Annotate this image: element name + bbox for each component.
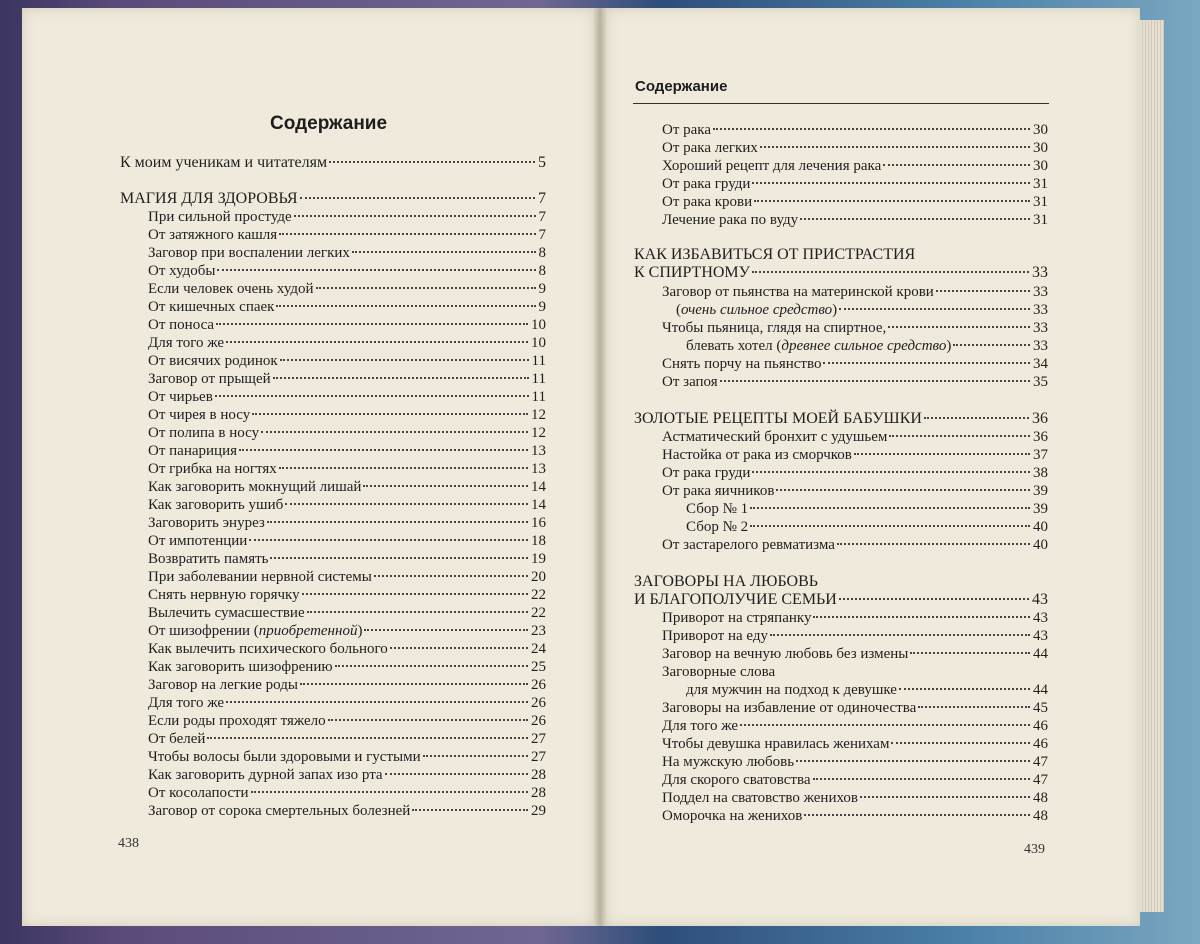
dot-leader <box>910 652 1030 654</box>
toc-entry <box>662 139 1048 157</box>
toc-entry-page: 31 <box>1033 176 1048 192</box>
toc-entry-title: Заговор от прыщей <box>148 371 271 387</box>
toc-entry <box>662 609 1048 627</box>
toc-entry <box>662 807 1048 825</box>
toc-entry <box>634 591 1048 609</box>
toc-entry-page: 13 <box>531 461 546 477</box>
toc-entry-page: 43 <box>1033 628 1048 644</box>
toc-entry <box>662 283 1048 301</box>
toc-entry-page: 48 <box>1033 790 1048 806</box>
toc-entry-title: Заговорить энурез <box>148 515 265 531</box>
toc-entry-title: От чирея в носу <box>148 407 251 423</box>
toc-entry-page: 48 <box>1033 808 1048 824</box>
toc-entry-title: Заговор от пьянства на материнской крови <box>662 284 934 300</box>
toc-entry <box>120 190 546 208</box>
dot-leader <box>796 760 1030 762</box>
toc-entry-title: От затяжного кашля <box>148 227 278 243</box>
toc-entry-page: 44 <box>1033 646 1048 662</box>
toc-entry <box>148 766 546 784</box>
toc-entry-page: 43 <box>1032 591 1048 608</box>
dot-leader <box>823 362 1030 364</box>
dot-leader <box>713 128 1030 130</box>
toc-entry-title: Как заговорить дурной запах изо рта <box>148 767 383 783</box>
toc-entry-page: 11 <box>531 371 546 387</box>
toc-entry <box>148 604 546 622</box>
toc-entry <box>662 121 1048 139</box>
toc-entry-page: 47 <box>1033 772 1048 788</box>
toc-entry <box>676 301 1048 319</box>
dot-leader <box>364 629 528 631</box>
toc-entry-page: 36 <box>1032 410 1048 427</box>
toc-entry <box>148 460 546 478</box>
dot-leader <box>412 809 528 811</box>
toc-entry <box>662 428 1048 446</box>
toc-entry <box>148 802 546 820</box>
toc-entry-page: 9 <box>538 299 546 315</box>
toc-entry-page: 47 <box>1033 754 1048 770</box>
dot-leader <box>423 755 528 757</box>
toc-entry-page: 26 <box>531 695 546 711</box>
toc-entry <box>148 640 546 658</box>
toc-entry-title: Приворот на стряпанку <box>662 610 812 626</box>
toc-entry <box>686 337 1048 355</box>
toc-entry <box>634 573 1048 591</box>
toc-entry-title: Как вылечить психического больного <box>148 641 388 657</box>
toc-entry-page: 33 <box>1033 284 1048 300</box>
toc-entry-title: От чирьев <box>148 389 213 405</box>
toc-entry-title: Чтобы девушка нравилась женихам <box>662 736 890 752</box>
toc-entry-title: От рака яичников <box>662 483 775 499</box>
toc-entry-page: 7 <box>538 227 546 243</box>
toc-entry-page: 27 <box>531 749 546 765</box>
header-rule <box>633 103 1049 104</box>
toc-entry-title: Чтобы пьяница, глядя на спиртное, <box>662 320 887 336</box>
toc-entry <box>634 246 1048 264</box>
dot-leader <box>280 359 529 361</box>
dot-leader <box>279 467 528 469</box>
dot-leader <box>390 647 528 649</box>
toc-entry-title: Заговоры на избавление от одиночества <box>662 700 917 716</box>
toc-entry <box>148 784 546 802</box>
toc-entry-page: 9 <box>538 281 546 297</box>
toc-entry <box>148 244 546 262</box>
toc-entry <box>662 536 1048 554</box>
toc-entry-title: Заговор при воспалении легких <box>148 245 350 261</box>
toc-entry-page: 23 <box>531 623 546 639</box>
dot-leader <box>328 719 528 721</box>
running-head: Содержание <box>635 78 728 95</box>
toc-entry <box>662 355 1048 373</box>
toc-entry-title: Как заговорить ушиб <box>148 497 284 513</box>
dot-leader <box>217 269 535 271</box>
toc-entry-title: Как заговорить мокнущий лишай <box>148 479 362 495</box>
toc-entry <box>148 406 546 424</box>
dot-leader <box>891 742 1030 744</box>
toc-entry-page: 10 <box>531 317 546 333</box>
toc-entry-title: Оморочка на женихов <box>662 808 803 824</box>
toc-entry-title: От рака груди <box>662 176 751 192</box>
dot-leader <box>752 471 1030 473</box>
toc-entry-title: От полипа в носу <box>148 425 260 441</box>
toc-entry-title: Сбор № 2 <box>686 519 749 535</box>
dot-leader <box>813 616 1030 618</box>
toc-entry-title: блевать хотел (древнее сильное средство) <box>686 338 952 354</box>
dot-leader <box>285 503 528 505</box>
dot-leader <box>363 485 528 487</box>
page-edges <box>1140 20 1164 912</box>
dot-leader <box>760 146 1030 148</box>
toc-entry-page: 11 <box>531 389 546 405</box>
toc-entry-title: От грибка на ногтях <box>148 461 277 477</box>
toc-entry-title: К СПИРТНОМУ <box>634 264 750 281</box>
toc-entry-title: Как заговорить шизофрению <box>148 659 333 675</box>
dot-leader <box>329 161 535 163</box>
toc-entry-page: 30 <box>1033 122 1048 138</box>
toc-entry-page: 44 <box>1033 682 1048 698</box>
toc-entry-page: 40 <box>1033 519 1048 535</box>
toc-entry-title: От рака груди <box>662 465 751 481</box>
dot-leader <box>270 557 528 559</box>
right-page-number: 439 <box>1024 842 1045 857</box>
dot-leader <box>888 326 1030 328</box>
toc-entry <box>686 500 1048 518</box>
toc-entry-title: Для того же <box>148 695 225 711</box>
toc-entry <box>634 264 1048 282</box>
toc-title: Содержание <box>270 113 388 134</box>
dot-leader <box>813 778 1031 780</box>
toc-entry-title: От застарелого ревматизма <box>662 537 835 553</box>
toc-entry <box>662 627 1048 645</box>
toc-entry-page: 45 <box>1033 700 1048 716</box>
toc-entry-title: Настойка от рака из сморчков <box>662 447 852 463</box>
dot-leader <box>316 287 536 289</box>
toc-entry <box>148 586 546 604</box>
toc-entry-page: 27 <box>531 731 546 747</box>
toc-entry-page: 39 <box>1033 501 1048 517</box>
dot-leader <box>854 453 1030 455</box>
toc-entry <box>662 482 1048 500</box>
toc-entry-page: 20 <box>531 569 546 585</box>
dot-leader <box>883 164 1030 166</box>
dot-leader <box>889 435 1030 437</box>
toc-entry-title: ЗОЛОТЫЕ РЕЦЕПТЫ МОЕЙ БАБУШКИ <box>634 410 922 427</box>
toc-entry-page: 22 <box>531 587 546 603</box>
toc-entry-page: 30 <box>1033 140 1048 156</box>
toc-entry <box>148 730 546 748</box>
toc-entry-page: 8 <box>538 245 546 261</box>
toc-entry-page: 26 <box>531 677 546 693</box>
toc-entry-title: Для того же <box>662 718 739 734</box>
dot-leader <box>752 182 1030 184</box>
toc-entry <box>662 193 1048 211</box>
toc-entry <box>634 410 1048 428</box>
toc-entry-page: 8 <box>538 263 546 279</box>
toc-entry-title: Снять порчу на пьянство <box>662 356 822 372</box>
dot-leader <box>720 380 1030 382</box>
dot-leader <box>261 431 528 433</box>
toc-entry-title: От рака крови <box>662 194 753 210</box>
toc-entry <box>148 712 546 730</box>
toc-entry-title: КАК ИЗБАВИТЬСЯ ОТ ПРИСТРАСТИЯ <box>634 246 916 263</box>
dot-leader <box>800 218 1030 220</box>
toc-entry <box>148 352 546 370</box>
toc-entry-page: 7 <box>538 190 546 207</box>
dot-leader <box>252 413 528 415</box>
toc-entry <box>148 316 546 334</box>
toc-entry <box>148 532 546 550</box>
toc-entry <box>148 226 546 244</box>
toc-entry <box>662 175 1048 193</box>
toc-entry <box>148 622 546 640</box>
toc-entry-page: 10 <box>531 335 546 351</box>
dot-leader <box>273 377 529 379</box>
book-gutter <box>594 8 606 926</box>
toc-entry <box>148 424 546 442</box>
toc-entry-page: 19 <box>531 551 546 567</box>
dot-leader <box>750 525 1030 527</box>
toc-entry-page: 37 <box>1033 447 1048 463</box>
toc-entry <box>148 370 546 388</box>
toc-entry-title: Если роды проходят тяжело <box>148 713 326 729</box>
toc-entry-page: 31 <box>1033 212 1048 228</box>
toc-entry-page: 24 <box>531 641 546 657</box>
toc-entry <box>148 694 546 712</box>
toc-entry-title: От худобы <box>148 263 216 279</box>
dot-leader <box>352 251 536 253</box>
toc-entry <box>686 518 1048 536</box>
toc-entry-page: 33 <box>1033 302 1048 318</box>
toc-entry <box>120 154 546 172</box>
toc-entry-title: От висячих родинок <box>148 353 278 369</box>
dot-leader <box>750 507 1030 509</box>
toc-entry-page: 7 <box>538 209 546 225</box>
dot-leader <box>267 521 528 523</box>
toc-entry-title: Заговор на легкие роды <box>148 677 298 693</box>
toc-entry-title: И БЛАГОПОЛУЧИЕ СЕМЬИ <box>634 591 837 608</box>
toc-entry-page: 13 <box>531 443 546 459</box>
toc-entry-title: От кишечных спаек <box>148 299 275 315</box>
toc-entry-title: Чтобы волосы были здоровыми и густыми <box>148 749 421 765</box>
toc-entry <box>662 663 1048 681</box>
toc-entry <box>662 157 1048 175</box>
toc-entry-title: Если человек очень худой <box>148 281 314 297</box>
toc-entry-page: 46 <box>1033 736 1048 752</box>
toc-entry-title: для мужчин на подход к девушке <box>686 682 897 698</box>
dot-leader <box>860 796 1030 798</box>
toc-entry-page: 26 <box>531 713 546 729</box>
toc-entry-title: От запоя <box>662 374 718 390</box>
toc-entry <box>662 373 1048 391</box>
dot-leader <box>335 665 528 667</box>
toc-entry <box>662 771 1048 789</box>
toc-entry <box>148 676 546 694</box>
dot-leader <box>239 449 528 451</box>
dot-leader <box>276 305 535 307</box>
toc-entry-page: 43 <box>1033 610 1048 626</box>
toc-entry-page: 39 <box>1033 483 1048 499</box>
toc-entry-title: Поддел на сватовство женихов <box>662 790 858 806</box>
toc-entry <box>662 464 1048 482</box>
toc-entry-title: От рака <box>662 122 712 138</box>
toc-entry-page: 28 <box>531 767 546 783</box>
toc-entry-title: Для того же <box>148 335 225 351</box>
toc-entry-title: ЗАГОВОРЫ НА ЛЮБОВЬ <box>634 573 818 590</box>
toc-entry-title: От поноса <box>148 317 215 333</box>
toc-entry <box>148 442 546 460</box>
toc-entry-page: 36 <box>1033 429 1048 445</box>
toc-entry <box>148 550 546 568</box>
dot-leader <box>302 593 528 595</box>
toc-entry-page: 14 <box>531 479 546 495</box>
toc-entry <box>662 211 1048 229</box>
toc-entry-page: 5 <box>538 154 546 171</box>
toc-entry-page: 18 <box>531 533 546 549</box>
dot-leader <box>776 489 1030 491</box>
toc-entry <box>148 262 546 280</box>
toc-entry-title: Приворот на еду <box>662 628 768 644</box>
toc-entry-page: 29 <box>531 803 546 819</box>
toc-entry <box>148 388 546 406</box>
toc-entry-title: К моим ученикам и читателям <box>120 154 328 171</box>
toc-entry-title: От косолапости <box>148 785 249 801</box>
toc-entry-page: 46 <box>1033 718 1048 734</box>
dot-leader <box>839 598 1029 600</box>
dot-leader <box>226 341 528 343</box>
toc-entry-title: Заговор на вечную любовь без измены <box>662 646 909 662</box>
toc-entry <box>662 699 1048 717</box>
dot-leader <box>216 323 528 325</box>
toc-entry-page: 34 <box>1033 356 1048 372</box>
dot-leader <box>300 197 535 199</box>
toc-entry-title: Лечение рака по вуду <box>662 212 799 228</box>
dot-leader <box>279 233 535 235</box>
toc-entry-title: Заговорные слова <box>662 664 776 680</box>
left-page-number: 438 <box>118 836 139 851</box>
dot-leader <box>839 308 1030 310</box>
dot-leader <box>899 688 1030 690</box>
toc-entry-title: Снять нервную горячку <box>148 587 300 603</box>
toc-entry <box>148 496 546 514</box>
toc-entry <box>148 208 546 226</box>
toc-entry-title: Вылечить сумасшествие <box>148 605 305 621</box>
toc-entry-title: От панариция <box>148 443 237 459</box>
toc-entry-title: От шизофрении (приобретенной) <box>148 623 363 639</box>
toc-entry-title: Заговор от сорока смертельных болезней <box>148 803 411 819</box>
toc-entry <box>148 658 546 676</box>
toc-entry-title: Для скорого сватовства <box>662 772 811 788</box>
toc-entry-page: 33 <box>1033 320 1048 336</box>
dot-leader <box>936 290 1030 292</box>
toc-entry-title: При сильной простуде <box>148 209 292 225</box>
toc-entry-title: От импотенции <box>148 533 248 549</box>
dot-leader <box>837 543 1030 545</box>
dot-leader <box>752 271 1029 273</box>
toc-entry-page: 12 <box>531 407 546 423</box>
dot-leader <box>226 701 528 703</box>
toc-entry-page: 16 <box>531 515 546 531</box>
toc-entry <box>148 748 546 766</box>
dot-leader <box>953 344 1030 346</box>
dot-leader <box>215 395 529 397</box>
toc-entry <box>148 298 546 316</box>
toc-entry-page: 28 <box>531 785 546 801</box>
toc-entry-page: 22 <box>531 605 546 621</box>
dot-leader <box>374 575 528 577</box>
toc-entry <box>662 645 1048 663</box>
toc-entry-page: 31 <box>1033 194 1048 210</box>
toc-entry <box>148 334 546 352</box>
dot-leader <box>740 724 1030 726</box>
toc-entry-page: 12 <box>531 425 546 441</box>
dot-leader <box>300 683 528 685</box>
toc-entry-title: Хороший рецепт для лечения рака <box>662 158 882 174</box>
toc-entry <box>662 735 1048 753</box>
toc-entry-title: Возвратить память <box>148 551 269 567</box>
toc-entry-page: 14 <box>531 497 546 513</box>
toc-entry-page: 38 <box>1033 465 1048 481</box>
dot-leader <box>770 634 1030 636</box>
toc-entry-page: 33 <box>1033 338 1048 354</box>
dot-leader <box>918 706 1030 708</box>
toc-entry-title: При заболевании нервной системы <box>148 569 372 585</box>
toc-entry-page: 30 <box>1033 158 1048 174</box>
toc-entry <box>148 478 546 496</box>
dot-leader <box>251 791 528 793</box>
toc-entry-title: Сбор № 1 <box>686 501 749 517</box>
toc-entry <box>662 446 1048 464</box>
toc-entry-title: МАГИЯ ДЛЯ ЗДОРОВЬЯ <box>120 190 298 207</box>
toc-entry <box>148 280 546 298</box>
dot-leader <box>207 737 528 739</box>
toc-entry-page: 40 <box>1033 537 1048 553</box>
dot-leader <box>294 215 536 217</box>
toc-entry <box>662 717 1048 735</box>
dot-leader <box>385 773 528 775</box>
dot-leader <box>307 611 528 613</box>
toc-entry <box>662 753 1048 771</box>
toc-entry <box>662 789 1048 807</box>
dot-leader <box>249 539 528 541</box>
toc-entry-page: 33 <box>1032 264 1048 281</box>
toc-entry <box>148 568 546 586</box>
toc-entry-page: 11 <box>531 353 546 369</box>
toc-entry-title: (очень сильное средство) <box>676 302 838 318</box>
toc-entry <box>148 514 546 532</box>
dot-leader <box>924 417 1029 419</box>
dot-leader <box>754 200 1030 202</box>
toc-entry-title: От рака легких <box>662 140 758 156</box>
toc-entry-title: На мужскую любовь <box>662 754 795 770</box>
toc-entry-title: Астматический бронхит с удушьем <box>662 429 888 445</box>
toc-entry <box>662 319 1048 337</box>
toc-entry-page: 25 <box>531 659 546 675</box>
dot-leader <box>804 814 1030 816</box>
toc-entry-page: 35 <box>1033 374 1048 390</box>
toc-entry-title: От белей <box>148 731 206 747</box>
toc-entry <box>686 681 1048 699</box>
